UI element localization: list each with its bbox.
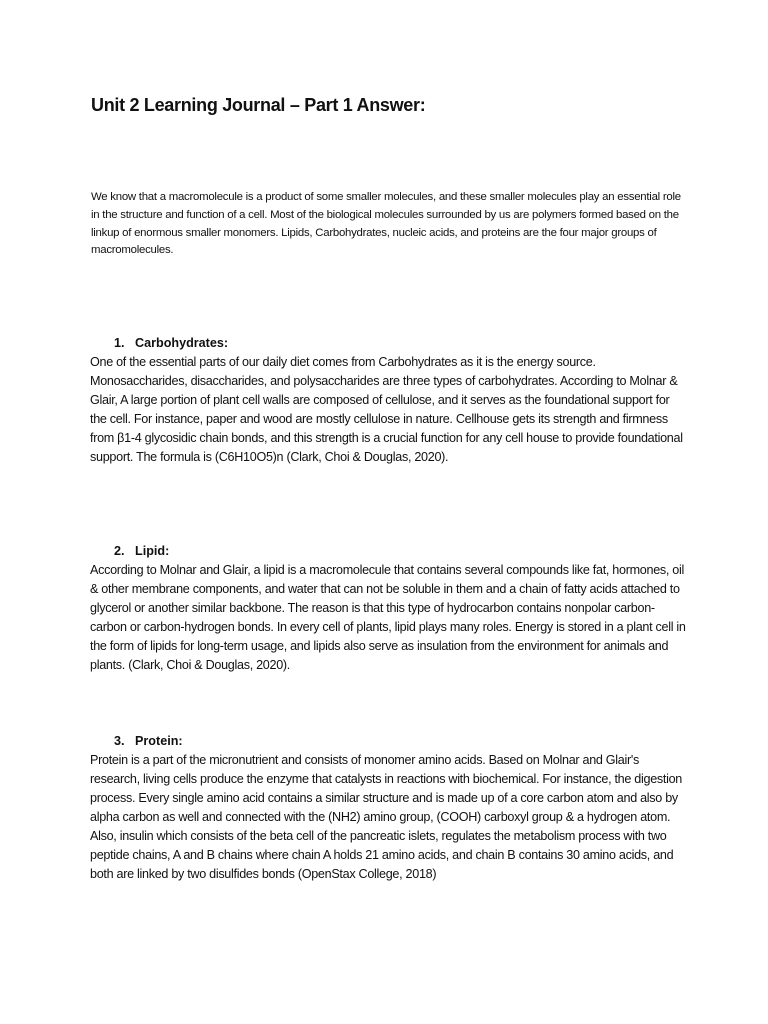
section-body: One of the essential parts of our daily diet comes from Carbohydrates as it is the energy source. Monosaccharides, disaccharides, and polysaccharides are three types of carbohydrates. According to Molnar & Glair, A large portion of plant cell walls are composed of cellulose, and it serves as the foundational support for the cell. For instance, paper and wood are mostly cellulose in nature. Cellhouse gets its strength and firmness from β1-4 glycosidic chain bonds, and this strength is a crucial function for any cell house to provide foundational support. The formula is (C6H10O5)n (Clark, Choi & Douglas, 2020). [90,355,683,464]
section-heading [114,334,686,353]
section-number: 3. [114,734,125,748]
section-heading [114,542,686,561]
section-heading-text: Carbohydrates: [135,336,229,350]
section-heading [114,732,686,751]
section-number: 2. [114,544,125,558]
section-lipid [90,542,686,675]
page-title: Unit 2 Learning Journal – Part 1 Answer: [91,95,426,115]
section-heading-text: Protein: [135,734,183,748]
section-heading-text: Lipid: [135,544,170,558]
section-protein [90,732,686,884]
section-body: According to Molnar and Glair, a lipid is a macromolecule that contains several compounds like fat, hormones, oil & other membrane components, and water that can not be soluble in them and a chain of fatty acids attached to glycerol or another similar backbone. The reason is that this type of hydrocarbon contains nonpolar carbon-carbon or carbon-hydrogen bonds. In every cell of plants, lipid plays many roles. Energy is stored in a plant cell in the form of lipids for long-term usage, and lipids also serve as insulation from the environment for animals and plants. (Clark, Choi & Douglas, 2020). [90,563,686,672]
section-number: 1. [114,336,125,350]
intro-paragraph: We know that a macromolecule is a product of some smaller molecules, and these smaller molecules play an essential role in the structure and function of a cell. Most of the biological molecules surrounded by us are polymers formed based on the linkup of enormous smaller monomers. Lipids, Carbohydrates, nucleic acids, and proteins are the four major groups of macromolecules. [91,191,681,257]
section-carbohydrates [90,334,686,467]
section-body: Protein is a part of the micronutrient and consists of monomer amino acids. Based on Molnar and Glair's research, living cells produce the enzyme that catalysts in reactions with biochemical. For instance, the digestion process. Every single amino acid contains a similar structure and is made up of a core carbon atom and also by alpha carbon as well and connected with the (NH2) amino group, (COOH) carboxyl group & a hydrogen atom. Also, insulin which consists of the beta cell of the pancreatic islets, regulates the metabolism process with two peptide chains, A and B chains where chain A holds 21 amino acids, and chain B contains 30 amino acids, and both are linked by two disulfides bonds (OpenStax College, 2018) [90,753,682,881]
